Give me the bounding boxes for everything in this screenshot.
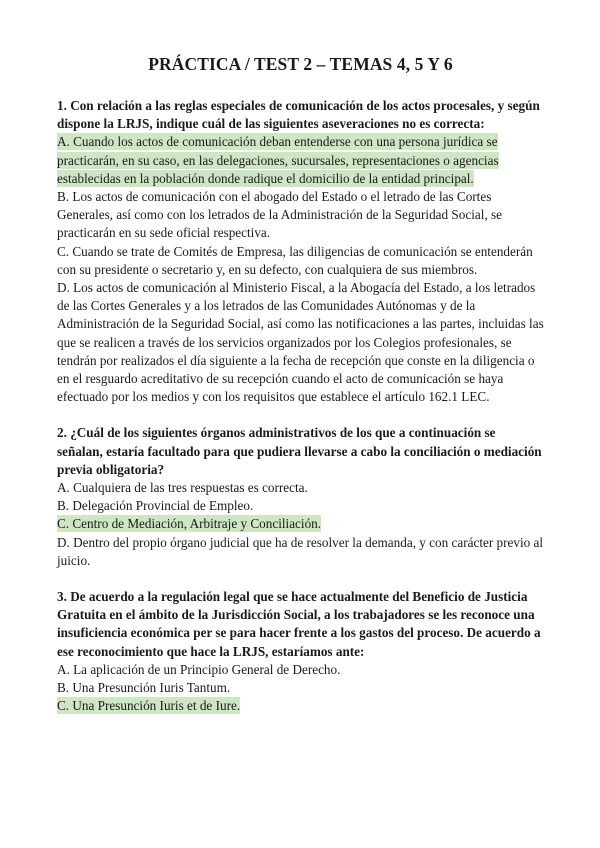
question-2-option-c-text: C. Centro de Mediación, Arbitraje y Conciliación. bbox=[57, 516, 322, 532]
question-1-option-a-text: A. Cuando los actos de comunicación deban entenderse con una persona jurídica se practicarán, en su caso, en las delegaciones, sucursales, representaciones o agencias establecidas en la población donde radique el domicilio de la entidad principal. bbox=[57, 134, 499, 186]
question-3-option-b-text: B. Una Presunción Iuris Tantum. bbox=[57, 680, 231, 696]
question-2-option-b-text: B. Delegación Provincial de Empleo. bbox=[57, 498, 254, 514]
question-3 bbox=[57, 588, 544, 715]
page-title: PRÁCTICA / TEST 2 – TEMAS 4, 5 Y 6 bbox=[148, 54, 453, 74]
question-2-option-a bbox=[57, 479, 544, 497]
question-3-text: 3. De acuerdo a la regulación legal que se hace actualmente del Beneficio de Justicia Gratuita en el ámbito de la Jurisdicción Social, a los trabajadores se les reconoce una insuficiencia económica per se para hacer frente a los gastos del proceso. De acuerdo a ese reconocimiento que hace la LRJS, estaríamos ante: bbox=[57, 589, 541, 659]
question-1-option-d-text: D. Los actos de comunicación al Ministerio Fiscal, a la Abogacía del Estado, a los letrados de las Cortes Generales y a los letrados de las Comunidades Autónomas y de la Administración de la Seguridad Social, así como las notificaciones a las partes, incluidas las que se realicen a través de los servicios organizados por los Colegios profesionales, se tendrán por realizados el día siguiente a la fecha de recepción que conste en la diligencia o en el resguardo acreditativo de su recepción cuando el acto de comunicación se haya efectuado por los medios y con los requisitos que establece el artículo 162.1 LEC. bbox=[57, 280, 544, 405]
document-page bbox=[57, 54, 544, 734]
question-3-option-c-text: C. Una Presunción Iuris et de Iure. bbox=[57, 698, 241, 714]
question-2-option-d bbox=[57, 534, 544, 570]
question-2 bbox=[57, 424, 544, 570]
question-1 bbox=[57, 97, 544, 406]
question-1-text: 1. Con relación a las reglas especiales de comunicación de los actos procesales, y según dispone la LRJS, indique cuál de las siguientes aseveraciones no es correcta: bbox=[57, 98, 540, 132]
question-2-text: 2. ¿Cuál de los siguientes órganos administrativos de los que a continuación se señalan, estaría facultado para que pudiera llevarse a cabo la conciliación o mediación previa obligatoria? bbox=[57, 425, 542, 477]
question-3-option-b bbox=[57, 679, 544, 697]
question-1-option-d bbox=[57, 279, 544, 406]
question-1-option-c-text: C. Cuando se trate de Comités de Empresa, las diligencias de comunicación se entenderán con su presidente o secretario y, en su defecto, con cualquiera de sus miembros. bbox=[57, 243, 533, 277]
question-2-option-c bbox=[57, 515, 544, 533]
question-3-option-a bbox=[57, 661, 544, 679]
question-1-option-b bbox=[57, 188, 544, 243]
question-3-option-c bbox=[57, 697, 544, 715]
question-1-option-a bbox=[57, 133, 544, 188]
question-2-option-a-text: A. Cualquiera de las tres respuestas es correcta. bbox=[57, 480, 308, 496]
question-1-option-b-text: B. Los actos de comunicación con el abogado del Estado o el letrado de las Cortes Generales, así como con los letrados de la Administración de la Seguridad Social, se practicarán en su sede oficial respectiva. bbox=[57, 189, 502, 241]
question-2-option-b bbox=[57, 497, 544, 515]
question-1-option-c bbox=[57, 243, 544, 279]
question-3-option-a-text: A. La aplicación de un Principio General de Derecho. bbox=[57, 661, 341, 677]
question-2-option-d-text: D. Dentro del propio órgano judicial que ha de resolver la demanda, y con carácter previo al juicio. bbox=[57, 534, 544, 568]
